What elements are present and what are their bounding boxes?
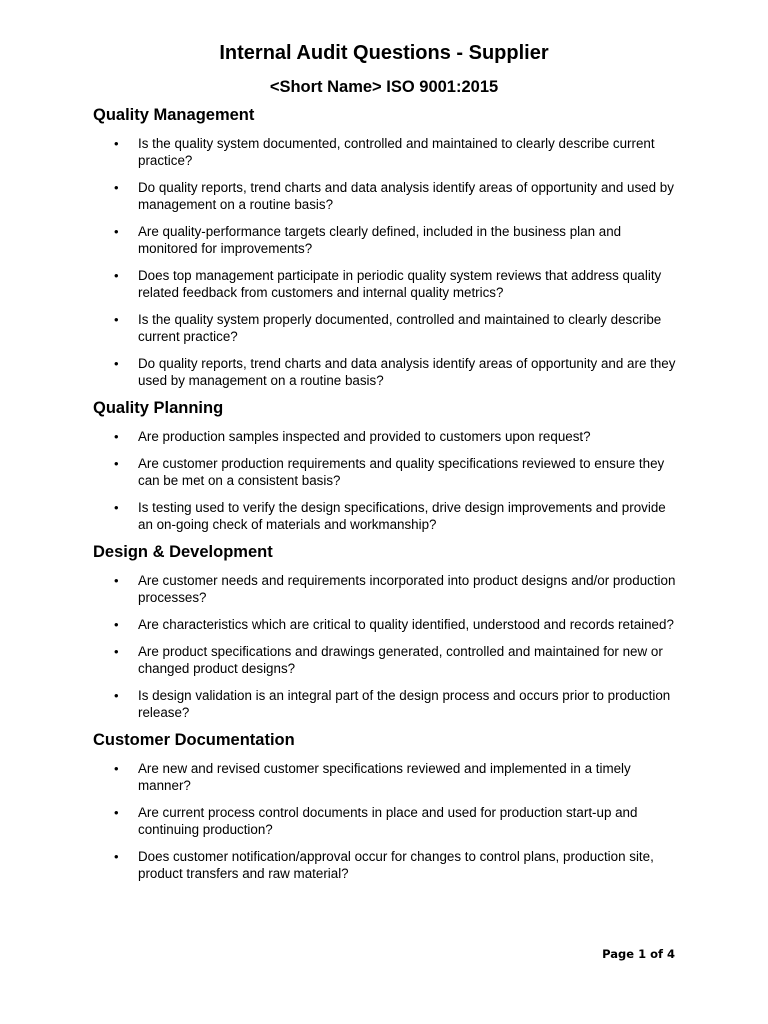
list-item <box>93 455 678 489</box>
section <box>93 541 693 721</box>
list-item <box>93 687 678 721</box>
question-text: Are current process control documents in place and used for production start-up and continuing production? <box>138 805 638 837</box>
sections-container <box>93 104 693 882</box>
list-item <box>93 428 678 445</box>
bullet-icon: • <box>114 136 119 151</box>
document-title: Internal Audit Questions - Supplier <box>219 42 549 64</box>
question-list <box>93 428 693 533</box>
list-item <box>93 135 678 169</box>
list-item <box>93 267 678 301</box>
list-item <box>93 179 678 213</box>
section-heading: Customer Documentation <box>93 731 295 749</box>
bullet-icon: • <box>114 573 119 588</box>
question-text: Are product specifications and drawings generated, controlled and maintained for new or changed product designs? <box>138 644 663 676</box>
bullet-icon: • <box>114 761 119 776</box>
question-text: Are production samples inspected and provided to customers upon request? <box>138 429 591 444</box>
list-item <box>93 643 678 677</box>
question-text: Is testing used to verify the design specifications, drive design improvements and provide an on-going check of materials and workmanship? <box>138 500 666 532</box>
question-list <box>93 572 693 721</box>
question-text: Are customer needs and requirements incorporated into product designs and/or production processes? <box>138 573 676 605</box>
section <box>93 729 693 882</box>
section <box>93 397 693 533</box>
section-heading: Quality Planning <box>93 399 224 417</box>
bullet-icon: • <box>114 849 119 864</box>
question-text: Are quality-performance targets clearly defined, included in the business plan and monitored for improvements? <box>138 224 622 256</box>
list-item <box>93 223 678 257</box>
bullet-icon: • <box>114 224 119 239</box>
bullet-icon: • <box>114 456 119 471</box>
list-item <box>93 848 678 882</box>
section-heading: Design & Development <box>93 543 273 561</box>
question-text: Is design validation is an integral part of the design process and occurs prior to production release? <box>138 688 671 720</box>
bullet-icon: • <box>114 644 119 659</box>
bullet-icon: • <box>114 617 119 632</box>
section <box>93 104 693 389</box>
document-subtitle: <Short Name> ISO 9001:2015 <box>269 78 499 96</box>
question-text: Are customer production requirements and quality specifications reviewed to ensure they can be met on a consistent basis? <box>138 456 665 488</box>
question-text: Is the quality system properly documented, controlled and maintained to clearly describe current practice? <box>138 312 662 344</box>
list-item <box>93 760 678 794</box>
question-text: Does customer notification/approval occur for changes to control plans, production site, product transfers and raw material? <box>138 849 654 881</box>
bullet-icon: • <box>114 805 119 820</box>
bullet-icon: • <box>114 180 119 195</box>
question-text: Do quality reports, trend charts and data analysis identify areas of opportunity and used by management on a routine basis? <box>138 180 674 212</box>
question-text: Are new and revised customer specifications reviewed and implemented in a timely manner? <box>138 761 631 793</box>
bullet-icon: • <box>114 356 119 371</box>
list-item <box>93 355 678 389</box>
list-item <box>93 804 678 838</box>
question-text: Do quality reports, trend charts and data analysis identify areas of opportunity and are they used by management on a routine basis? <box>138 356 676 388</box>
list-item <box>93 572 678 606</box>
bullet-icon: • <box>114 688 119 703</box>
question-text: Does top management participate in periodic quality system reviews that address quality related feedback from customers and internal quality metrics? <box>138 268 662 300</box>
page-number: Page 1 of 4 <box>602 947 675 961</box>
question-list <box>93 135 693 389</box>
section-heading: Quality Management <box>93 106 255 124</box>
list-item <box>93 311 678 345</box>
list-item <box>93 499 678 533</box>
question-list <box>93 760 693 882</box>
question-text: Are characteristics which are critical to quality identified, understood and records retained? <box>138 617 674 632</box>
list-item <box>93 616 678 633</box>
bullet-icon: • <box>114 312 119 327</box>
bullet-icon: • <box>114 429 119 444</box>
bullet-icon: • <box>114 500 119 515</box>
bullet-icon: • <box>114 268 119 283</box>
question-text: Is the quality system documented, controlled and maintained to clearly describe current practice? <box>138 136 655 168</box>
